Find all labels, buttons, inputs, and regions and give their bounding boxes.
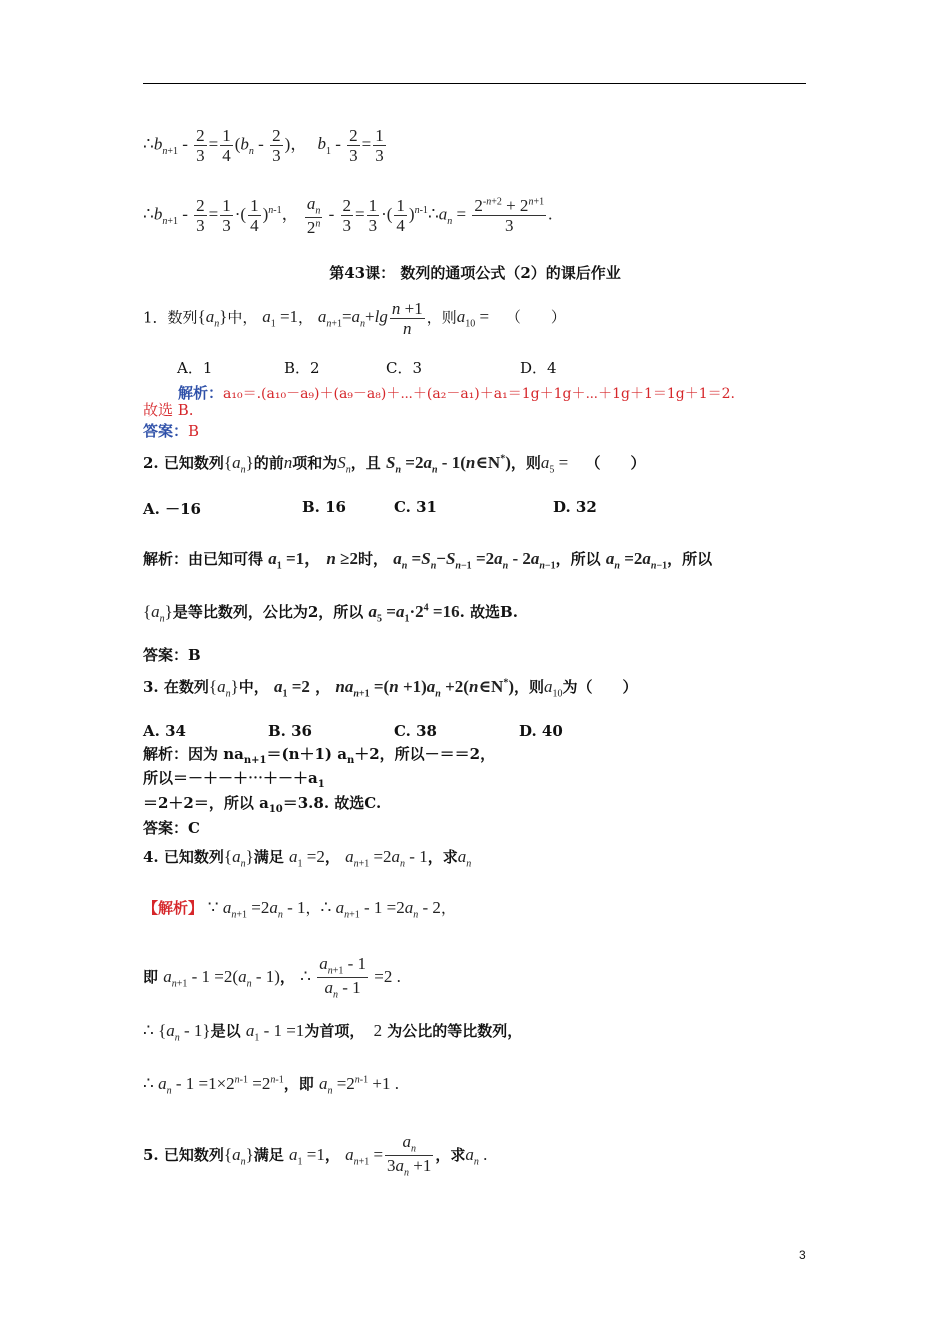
q1-analysis: 解析：a₁₀＝.(a₁₀－a₉)＋(a₉－a₈)＋⋯＋(a₂－a₁)＋a₁＝1g＋1g＋⋯＋1g＋1＝1g＋1＝2. (178, 384, 735, 402)
question-5-stem: 5. 已知数列$\{a_n\}$满足 $a_1 =1$， $a_{n+1}$ = $\frac{a_n}{3a_n +1}$ ，求$a_n$ . (143, 1132, 488, 1179)
q3-analysis-line-3: ＝2＋2＝，所以 $a_{10}=3.8$. 故选C. (143, 794, 382, 815)
q4-analysis-line-1: 【解析】 ∵ $a_{n+1} =2a_n - 1$，∴ $a_{n+1} - 1 =2a_n - 2$， (143, 898, 456, 921)
q2-analysis-line-1: 解析：由已知可得 $a_1 =1$， n ≥2时， $a_n =S_n-S_{n-1} =2a_n - 2a_{n-1}$，所以 $a_n =2a_{n-1}$，所以 (143, 549, 713, 572)
header-rule (143, 83, 806, 84)
page-number: 3 (799, 1248, 806, 1262)
q3-choice-b[interactable]: B. 36 (268, 722, 312, 740)
lesson-title: 第43课： 数列的通项公式（2）的课后作业 (329, 264, 621, 282)
q1-analysis-cont: 故选 B. (143, 401, 194, 419)
q3-answer: 答案：C (143, 819, 200, 837)
q4-analysis-line-3: ∴ $\{a_n - 1\}$是以 $a_1 - 1 =1$为首项， 2 为公比的等比数列， (143, 1021, 523, 1044)
q2-choice-b[interactable]: B. 16 (302, 498, 346, 516)
q1-choice-c[interactable]: C．3 (386, 359, 423, 377)
q1-choice-a[interactable]: A．1 (177, 359, 213, 377)
question-4-stem: 4. 已知数列$\{a_n\}$满足 $a_1 =2$， $a_{n+1} =2a_n - 1$，求$a_n$ (143, 847, 472, 870)
q4-analysis-line-2: 即 $a_{n+1} - 1 =2(a_n - 1)$， ∴ $\frac{a_{n+1} - 1}{a_n - 1}$ =2 . (143, 954, 401, 1001)
q3-analysis-line-2: 所以$=-+-+\cdots+-+a_1$ (143, 769, 325, 790)
question-1-stem: 1．数列$\{a_n\}$中， $a_1 =1$， $a_{n+1}=a_n+\lg$ $\frac{n +1}{n}$ ，则$a_{10}$ = （ ） (143, 299, 566, 338)
derivation-line-1: $\therefore b_{n+1}$ - $\frac{2}{3}$ = $\frac{1}{4}$ ($b_n$ - $\frac{2}{3}$ )， $b_1$ - $\frac{2}{3}$ = $\frac{1}{3}$ (143, 126, 384, 165)
q3-choice-a[interactable]: A. 34 (143, 722, 186, 740)
q3-choice-c[interactable]: C. 38 (394, 722, 437, 740)
q1-answer: 答案：B (143, 422, 200, 440)
question-3-stem: 3. 在数列$\{a_n\}$中， $a_1 =2$ ， $na_{n+1} =(n +1)a_n$ +2(n∈N*)，则$a_{10}$为（ ） (143, 677, 638, 700)
q2-choice-d[interactable]: D. 32 (553, 498, 597, 516)
q2-choice-a[interactable]: A. －16 (143, 500, 201, 518)
q3-analysis-line-1: 解析：因为 $na_{n+1}=(n+1)$ $a_n+2$，所以－＝＝2， (143, 745, 496, 766)
q1-choice-b[interactable]: B．2 (284, 359, 320, 377)
q2-answer: 答案：B (143, 646, 201, 664)
q3-choice-d[interactable]: D. 40 (519, 722, 563, 740)
question-2-stem: 2. 已知数列$\{a_n\}$的前n项和为$S_n$，且 $S_n =2a_n$ - 1(n∈N*)，则$a_5$ = （ ） (143, 453, 646, 476)
derivation-line-2: $\therefore b_{n+1}$ - $\frac{2}{3}$ = $\frac{1}{3}$ ·( $\frac{1}{4}$ )$^{n-1}$， $\frac{a_n}{2^n}$ - $\frac{2}{3}$ = $\frac{1}{3}$ ·( $\frac{1}{4}$ )$^{n-1}\therefore a_n$ = $\frac{2^{-n+2} + 2^{n+1}}{3}$ . (143, 194, 553, 238)
q4-analysis-line-4: ∴ $a_n - 1 =1\times 2^{n-1} =2^{n-1}$，即 $a_n =2^{n-1} +1$ . (143, 1074, 399, 1097)
q1-choice-d[interactable]: D．4 (520, 359, 557, 377)
q2-choice-c[interactable]: C. 31 (394, 498, 437, 516)
q2-analysis-line-2: $\{a_n\}$是等比数列，公比为2，所以 $a_5 =a_1\cdot 2^4 =16$. 故选B. (143, 602, 518, 625)
